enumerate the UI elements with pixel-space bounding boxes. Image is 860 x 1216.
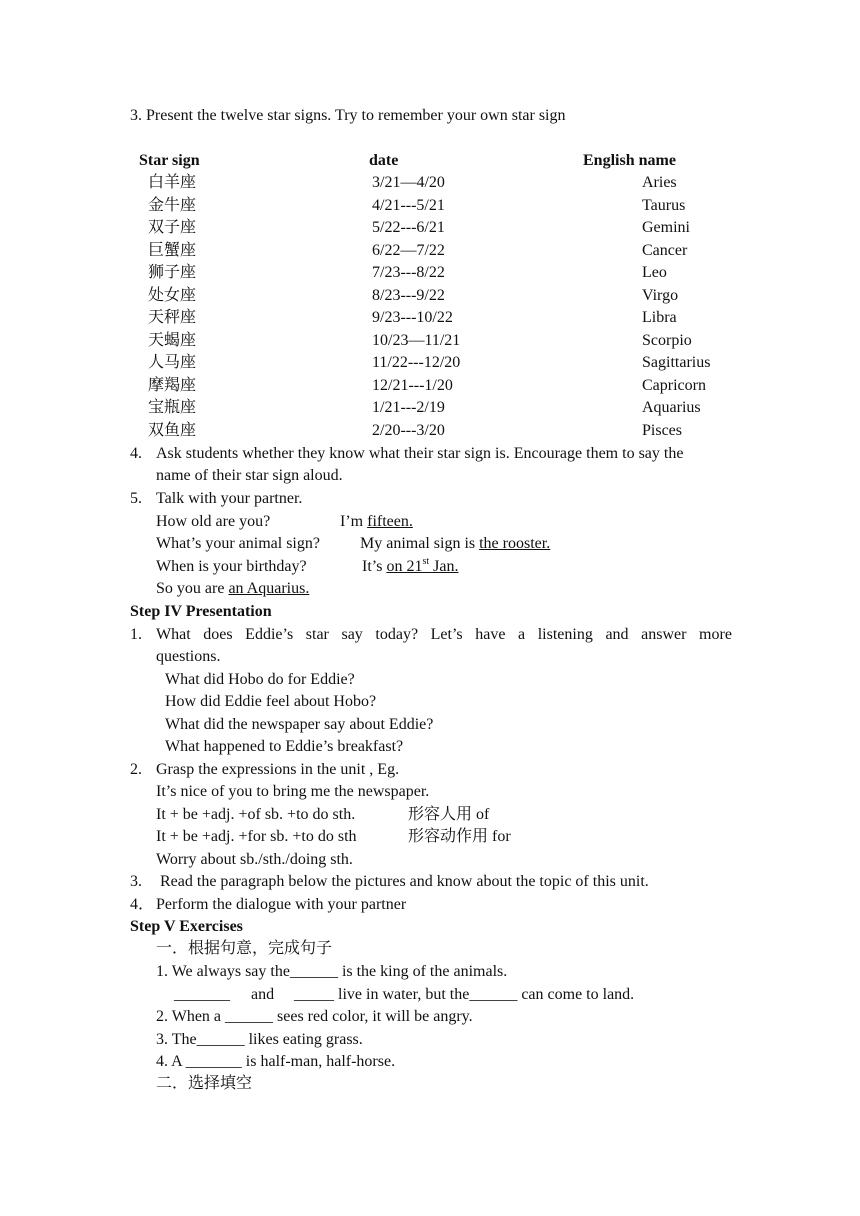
table-cell-star-sign: 金牛座 (148, 197, 197, 214)
exercise-part-2-heading: 二．选择填空 (156, 1075, 253, 1092)
justified-word: more (699, 626, 732, 643)
table-cell-english-name: Aries (642, 174, 677, 191)
step-4-item-4-number: 4． (130, 896, 155, 913)
pattern-for: It + be +adj. +for sb. +to do sth (156, 828, 357, 845)
table-header-star-sign: Star sign (139, 152, 200, 169)
step-4-item-1-line-2: questions. (156, 648, 221, 665)
justified-word: and (605, 626, 629, 643)
example-sentence: It’s nice of you to bring me the newspaper. (156, 783, 430, 800)
exercise-part-1-heading: 一．根据句意，完成句子 (156, 940, 333, 957)
exercise-1: 1. We always say the______ is the king of the animals. (156, 963, 508, 980)
exercise-1-continuation: _____ live in water, but the______ can come to land. (294, 986, 635, 1003)
step-4-item-1-number: 1. (130, 626, 142, 643)
table-cell-star-sign: 巨蟹座 (148, 242, 197, 259)
step-4-item-2-text: Grasp the expressions in the unit , Eg. (156, 761, 400, 778)
table-cell-star-sign: 天蝎座 (148, 332, 197, 349)
justified-word: answer (641, 626, 687, 643)
exercise-1-and: and (251, 986, 275, 1003)
table-cell-english-name: Taurus (642, 197, 686, 214)
step-4-item-3-text: Read the paragraph below the pictures and know about the topic of this unit. (160, 873, 649, 890)
table-cell-date: 5/22---6/21 (372, 219, 445, 236)
justified-word: have (475, 626, 506, 643)
justified-word: Eddie’s (245, 626, 294, 643)
table-cell-star-sign: 摩羯座 (148, 377, 197, 394)
pattern-for-note: 形容动作用 for (408, 828, 511, 845)
table-cell-english-name: Capricorn (642, 377, 706, 394)
table-cell-date: 10/23—11/21 (372, 332, 461, 349)
step-4-item-1-line-1 (156, 627, 732, 643)
table-cell-star-sign: 双子座 (148, 219, 197, 236)
justified-word: Let’s (430, 626, 463, 643)
question-3: What did the newspaper say about Eddie? (165, 716, 434, 733)
justified-word: star (305, 626, 329, 643)
step-4-heading: Step IV Presentation (130, 603, 272, 620)
justified-word: does (203, 626, 233, 643)
table-cell-english-name: Virgo (642, 287, 679, 304)
table-cell-date: 9/23---10/22 (372, 309, 453, 326)
dialogue-conclusion: So you are an Aquarius. (156, 580, 310, 597)
section-3-heading: 3. Present the twelve star signs. Try to remember your own star sign (130, 107, 566, 124)
exercise-3: 3. The______ likes eating grass. (156, 1031, 363, 1048)
table-cell-date: 1/21---2/19 (372, 399, 445, 416)
item-4-line-2: name of their star sign aloud. (156, 467, 343, 484)
table-cell-star-sign: 双鱼座 (148, 422, 197, 439)
dialogue-answer-1: I’m fifteen. (340, 513, 413, 530)
item-4-line-1: Ask students whether they know what their star sign is. Encourage them to say the (156, 445, 684, 462)
table-cell-english-name: Aquarius (642, 399, 701, 416)
table-cell-date: 2/20---3/20 (372, 422, 445, 439)
exercise-2: 2. When a ______ sees red color, it will be angry. (156, 1008, 473, 1025)
dialogue-answer-3: It’s on 21st Jan. (362, 556, 459, 575)
pattern-of-note: 形容人用 of (408, 806, 490, 823)
item-4-number: 4. (130, 445, 142, 462)
table-cell-date: 7/23---8/22 (372, 264, 445, 281)
table-cell-date: 12/21---1/20 (372, 377, 453, 394)
table-cell-english-name: Gemini (642, 219, 690, 236)
table-cell-star-sign: 人马座 (148, 354, 197, 371)
dialogue-question-1: How old are you? (156, 513, 271, 530)
question-2: How did Eddie feel about Hobo? (165, 693, 377, 710)
pattern-of: It + be +adj. +of sb. +to do sth. (156, 806, 356, 823)
table-cell-english-name: Sagittarius (642, 354, 711, 371)
table-cell-star-sign: 天秤座 (148, 309, 197, 326)
table-cell-date: 6/22—7/22 (372, 242, 445, 259)
dialogue-question-2: What’s your animal sign? (156, 535, 320, 552)
item-5-number: 5. (130, 490, 142, 507)
table-cell-english-name: Libra (642, 309, 677, 326)
table-cell-star-sign: 处女座 (148, 287, 197, 304)
step-4-item-3-number: 3. (130, 873, 142, 890)
table-cell-star-sign: 白羊座 (148, 174, 197, 191)
table-cell-english-name: Leo (642, 264, 667, 281)
justified-word: say (341, 626, 363, 643)
table-cell-date: 4/21---5/21 (372, 197, 445, 214)
step-4-item-2-number: 2. (130, 761, 142, 778)
table-cell-english-name: Pisces (642, 422, 682, 439)
table-cell-star-sign: 宝瓶座 (148, 399, 197, 416)
table-cell-date: 8/23---9/22 (372, 287, 445, 304)
pattern-worry-about: Worry about sb./sth./doing sth. (156, 851, 353, 868)
question-1: What did Hobo do for Eddie? (165, 671, 355, 688)
table-header-english-name: English name (583, 152, 676, 169)
table-header-date: date (369, 152, 399, 169)
question-4: What happened to Eddie’s breakfast? (165, 738, 404, 755)
dialogue-question-3: When is your birthday? (156, 558, 307, 575)
table-cell-english-name: Cancer (642, 242, 688, 259)
justified-word: What (156, 626, 191, 643)
exercise-1-blank-a: _______ (174, 986, 230, 1003)
item-5-title: Talk with your partner. (156, 490, 303, 507)
table-cell-star-sign: 狮子座 (148, 264, 197, 281)
step-5-heading: Step V Exercises (130, 918, 243, 935)
justified-word: today? (375, 626, 419, 643)
table-cell-date: 3/21—4/20 (372, 174, 445, 191)
dialogue-answer-2: My animal sign is the rooster. (360, 535, 551, 552)
justified-word: listening (537, 626, 593, 643)
table-cell-english-name: Scorpio (642, 332, 692, 349)
step-4-item-4-text: Perform the dialogue with your partner (156, 896, 407, 913)
exercise-4: 4. A _______ is half-man, half-horse. (156, 1053, 396, 1070)
justified-word: a (518, 626, 526, 643)
table-cell-date: 11/22---12/20 (372, 354, 461, 371)
